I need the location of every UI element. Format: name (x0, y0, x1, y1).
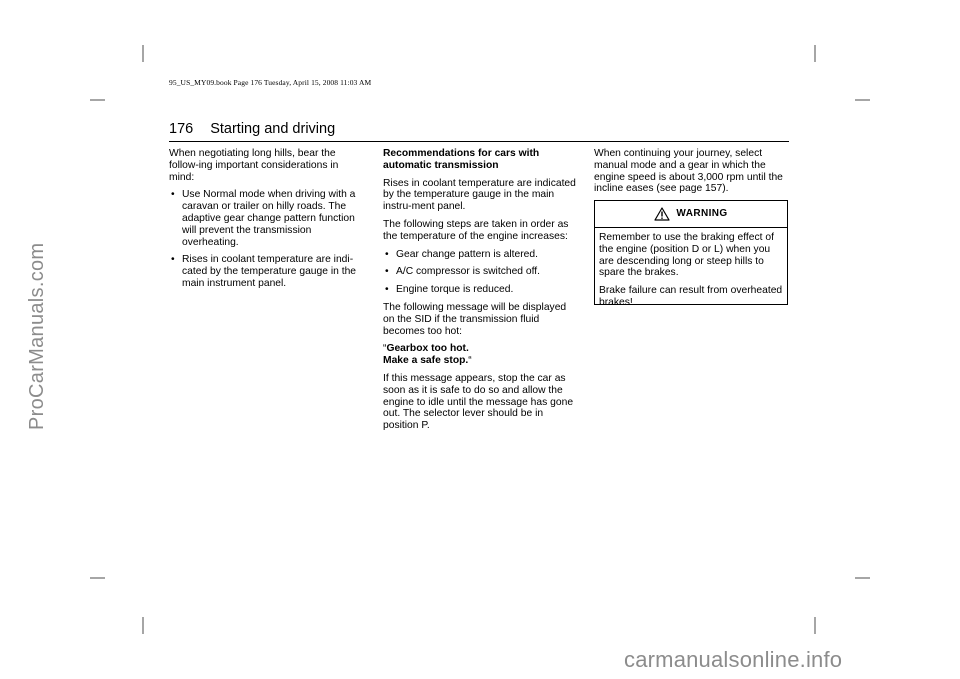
column-1 (169, 148, 365, 296)
section-heading: Recommendations for cars with automatic transmission (383, 148, 540, 171)
column2-paragraph-3: The following message will be displayed on the SID if the transmission fluid becomes too hot: (383, 301, 567, 337)
warning-paragraph-1: Remember to use the braking effect of the engine (position D or L) when you are descending long or steep hills to spare the brakes. (599, 232, 774, 279)
list-item: • Rises in coolant temperature are indi-cated by the temperature gauge in the main instrument panel. (169, 254, 365, 289)
warning-body (595, 228, 787, 309)
print-slug: 95_US_MY09.book Page 176 Tuesday, April 15, 2008 11:03 AM (169, 78, 372, 87)
page-number: 176 (169, 121, 194, 137)
column1-intro: When negotiating long hills, bear the follow-ing important considerations in mind: (169, 148, 339, 183)
warning-paragraph-2: Brake failure can result from overheated brakes! (599, 285, 783, 308)
warning-header (595, 201, 787, 228)
bottom-watermark: carmanualsonline.info (624, 647, 843, 672)
side-watermark: ProCarManuals.com (26, 242, 48, 430)
column2-paragraph-2: The following steps are taken in order as the temperature of the engine increases: (383, 218, 569, 242)
column-3 (594, 148, 790, 201)
column2-paragraph-4: If this message appears, stop the car as soon as it is safe to do so and allow the engine to idle until the message has gone out. The selector lever should be in position P. (383, 372, 574, 432)
list-item: • Gear change pattern is altered. (383, 249, 579, 261)
list-item: • A/C compressor is switched off. (383, 266, 579, 278)
column3-paragraph-1: When continuing your journey, select manual mode and a gear in which the engine speed is about 3,000 rpm until the incline eases (see page 157). (594, 148, 783, 195)
column2-paragraph-1: Rises in coolant temperature are indicated by the temperature gauge in the main instru-ment panel. (383, 177, 576, 213)
page-header (169, 121, 335, 137)
sid-message: “Gearbox too hot. Make a safe stop.“ (383, 343, 472, 367)
section-title: Starting and driving (210, 121, 336, 137)
column-2 (383, 148, 579, 438)
list-item: • Engine torque is reduced. (383, 284, 579, 296)
header-rule (169, 141, 789, 142)
column1-bullet-list (169, 189, 365, 289)
warning-box (594, 200, 788, 308)
column2-bullet-list (383, 249, 579, 296)
warning-title: WARNING (676, 208, 728, 220)
list-item: • Use Normal mode when driving with a caravan or trailer on hilly roads. The adaptive gear change pattern function will prevent the transmission overheating. (169, 189, 365, 248)
warning-triangle-icon (654, 207, 670, 221)
